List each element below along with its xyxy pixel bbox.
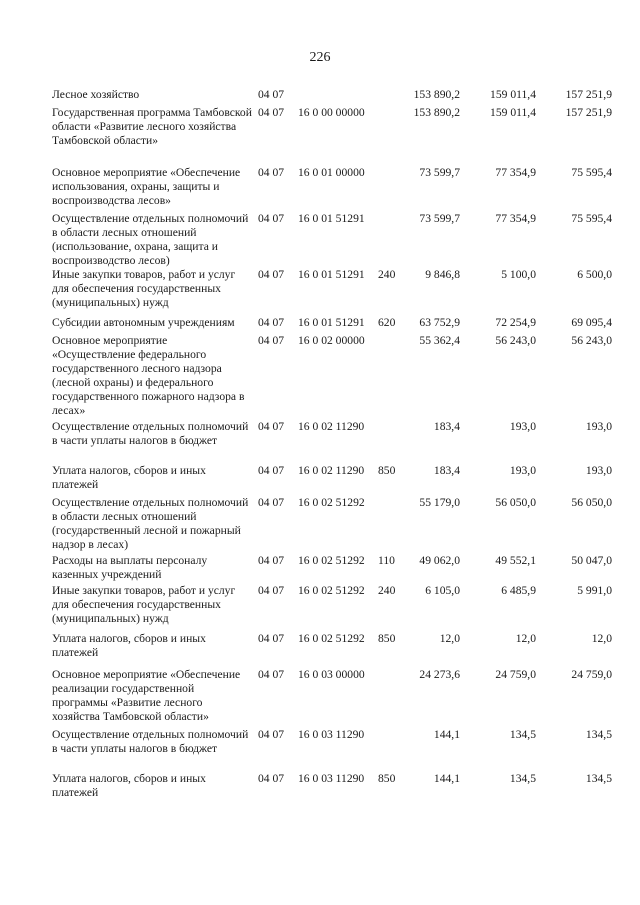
amount-year-3: 69 095,4 xyxy=(571,316,612,329)
row-name: Субсидии автономным учреждениям xyxy=(52,316,235,329)
amount-year-2: 159 011,4 xyxy=(490,88,536,101)
target-article-code: 16 0 01 51291 xyxy=(298,268,365,281)
amount-year-2: 193,0 xyxy=(509,420,536,433)
row-name: Уплата налогов, сборов и иных платежей xyxy=(52,464,206,491)
table-row xyxy=(52,554,612,582)
amount-year-2: 72 254,9 xyxy=(495,316,536,329)
amount-year-1: 9 846,8 xyxy=(425,268,460,281)
target-article-code: 16 0 02 51292 xyxy=(298,554,365,567)
table-row xyxy=(52,88,612,102)
amount-year-1: 153 890,2 xyxy=(413,106,460,119)
target-article-code: 16 0 02 51292 xyxy=(298,496,365,509)
table-row xyxy=(52,334,612,418)
row-name: Иные закупки товаров, работ и услуг для обеспечения государственных (муниципальных) нужд xyxy=(52,268,236,309)
amount-year-2: 6 485,9 xyxy=(501,584,536,597)
target-article-code: 16 0 03 11290 xyxy=(298,772,365,785)
row-name: Лесное хозяйство xyxy=(52,88,140,101)
section-code: 04 07 xyxy=(258,420,285,433)
amount-year-2: 134,5 xyxy=(509,772,536,785)
amount-year-3: 193,0 xyxy=(585,464,612,477)
amount-year-3: 157 251,9 xyxy=(565,88,612,101)
amount-year-2: 56 243,0 xyxy=(495,334,536,347)
table-row xyxy=(52,584,612,626)
table-row xyxy=(52,632,612,660)
expense-type-code: 240 xyxy=(378,584,396,597)
amount-year-1: 6 105,0 xyxy=(425,584,460,597)
amount-year-3: 6 500,0 xyxy=(577,268,612,281)
table-row xyxy=(52,316,612,330)
row-name: Осуществление отдельных полномочий в части уплаты налогов в бюджет xyxy=(52,728,249,755)
amount-year-3: 24 759,0 xyxy=(571,668,612,681)
row-name: Государственная программа Тамбовской области «Развитие лесного хозяйства Тамбовской области» xyxy=(52,106,252,147)
row-name: Иные закупки товаров, работ и услуг для обеспечения государственных (муниципальных) нужд xyxy=(52,584,236,625)
row-name: Основное мероприятие «Обеспечение реализации государственной программы «Развитие лесного хозяйства Тамбовской области» xyxy=(52,668,241,723)
amount-year-3: 56 243,0 xyxy=(571,334,612,347)
amount-year-1: 55 362,4 xyxy=(419,334,460,347)
section-code: 04 07 xyxy=(258,464,285,477)
amount-year-1: 183,4 xyxy=(433,464,460,477)
section-code: 04 07 xyxy=(258,334,285,347)
amount-year-3: 193,0 xyxy=(585,420,612,433)
amount-year-1: 144,1 xyxy=(433,772,460,785)
amount-year-1: 73 599,7 xyxy=(419,212,460,225)
amount-year-2: 56 050,0 xyxy=(495,496,536,509)
section-code: 04 07 xyxy=(258,668,285,681)
section-code: 04 07 xyxy=(258,88,285,101)
amount-year-3: 134,5 xyxy=(585,728,612,741)
table-row xyxy=(52,464,612,492)
target-article-code: 16 0 02 51292 xyxy=(298,632,365,645)
target-article-code: 16 0 02 00000 xyxy=(298,334,365,347)
amount-year-2: 12,0 xyxy=(515,632,536,645)
amount-year-1: 12,0 xyxy=(439,632,460,645)
page-number: 226 xyxy=(309,50,331,65)
target-article-code: 16 0 02 11290 xyxy=(298,420,365,433)
row-name: Осуществление отдельных полномочий в области лесных отношений (использование, охрана, защита и воспроизводство лесов) xyxy=(52,212,249,267)
section-code: 04 07 xyxy=(258,212,285,225)
amount-year-3: 12,0 xyxy=(591,632,612,645)
table-row xyxy=(52,420,612,448)
amount-year-2: 5 100,0 xyxy=(501,268,536,281)
row-name: Уплата налогов, сборов и иных платежей xyxy=(52,632,206,659)
expense-type-code: 850 xyxy=(378,772,396,785)
expense-type-code: 110 xyxy=(378,554,395,567)
expense-type-code: 620 xyxy=(378,316,396,329)
amount-year-2: 77 354,9 xyxy=(495,212,536,225)
row-name: Основное мероприятие «Осуществление федерального государственного лесного надзора (лесной охраны) и федерального государственного пожарного надзора в лесах» xyxy=(52,334,245,417)
section-code: 04 07 xyxy=(258,106,285,119)
target-article-code: 16 0 02 51292 xyxy=(298,584,365,597)
amount-year-1: 144,1 xyxy=(433,728,460,741)
table-row xyxy=(52,496,612,552)
amount-year-3: 134,5 xyxy=(585,772,612,785)
amount-year-1: 55 179,0 xyxy=(419,496,460,509)
amount-year-2: 159 011,4 xyxy=(490,106,536,119)
table-row xyxy=(52,772,612,800)
table-row xyxy=(52,106,612,148)
amount-year-3: 5 991,0 xyxy=(577,584,612,597)
table-row xyxy=(52,268,612,310)
table-row xyxy=(52,668,612,724)
amount-year-3: 75 595,4 xyxy=(571,166,612,179)
amount-year-1: 63 752,9 xyxy=(419,316,460,329)
amount-year-1: 183,4 xyxy=(433,420,460,433)
row-name: Осуществление отдельных полномочий в области лесных отношений (государственный лесной и пожарный надзор в лесах) xyxy=(52,496,249,551)
amount-year-2: 193,0 xyxy=(509,464,536,477)
target-article-code: 16 0 01 51291 xyxy=(298,316,365,329)
target-article-code: 16 0 00 00000 xyxy=(298,106,365,119)
expense-type-code: 850 xyxy=(378,464,396,477)
expense-type-code: 240 xyxy=(378,268,396,281)
row-name: Основное мероприятие «Обеспечение использования, охраны, защиты и воспроизводства лесов» xyxy=(52,166,241,207)
section-code: 04 07 xyxy=(258,316,285,329)
amount-year-2: 134,5 xyxy=(509,728,536,741)
amount-year-3: 157 251,9 xyxy=(565,106,612,119)
section-code: 04 07 xyxy=(258,166,285,179)
amount-year-1: 24 273,6 xyxy=(419,668,460,681)
section-code: 04 07 xyxy=(258,632,285,645)
table-row xyxy=(52,212,612,268)
section-code: 04 07 xyxy=(258,728,285,741)
amount-year-1: 73 599,7 xyxy=(419,166,460,179)
amount-year-1: 49 062,0 xyxy=(419,554,460,567)
row-name: Уплата налогов, сборов и иных платежей xyxy=(52,772,206,799)
target-article-code: 16 0 03 00000 xyxy=(298,668,365,681)
row-name: Осуществление отдельных полномочий в части уплаты налогов в бюджет xyxy=(52,420,249,447)
target-article-code: 16 0 03 11290 xyxy=(298,728,365,741)
section-code: 04 07 xyxy=(258,584,285,597)
expense-type-code: 850 xyxy=(378,632,396,645)
target-article-code: 16 0 01 00000 xyxy=(298,166,365,179)
amount-year-3: 56 050,0 xyxy=(571,496,612,509)
table-row xyxy=(52,166,612,208)
amount-year-1: 153 890,2 xyxy=(413,88,460,101)
section-code: 04 07 xyxy=(258,496,285,509)
section-code: 04 07 xyxy=(258,268,285,281)
amount-year-2: 77 354,9 xyxy=(495,166,536,179)
row-name: Расходы на выплаты персоналу казенных учреждений xyxy=(52,554,208,581)
target-article-code: 16 0 01 51291 xyxy=(298,212,365,225)
amount-year-2: 49 552,1 xyxy=(495,554,536,567)
target-article-code: 16 0 02 11290 xyxy=(298,464,365,477)
section-code: 04 07 xyxy=(258,554,285,567)
table-row xyxy=(52,728,612,756)
amount-year-3: 50 047,0 xyxy=(571,554,612,567)
amount-year-2: 24 759,0 xyxy=(495,668,536,681)
section-code: 04 07 xyxy=(258,772,285,785)
amount-year-3: 75 595,4 xyxy=(571,212,612,225)
